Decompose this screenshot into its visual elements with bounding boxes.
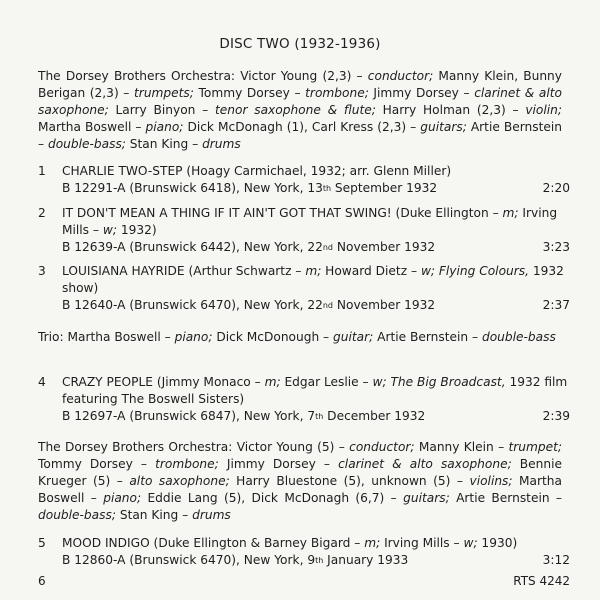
personnel-fragment: Stan King – — [125, 137, 203, 151]
instrument-role: w; The Big Broadcast, — [372, 375, 506, 389]
track-title: LOUISIANA HAYRIDE — [62, 264, 185, 278]
instrument-role: m; — [305, 264, 322, 278]
personnel-fragment: : Victor Young (2,3) – — [230, 69, 368, 83]
personnel-fragment: Martha Boswell – — [38, 120, 146, 134]
instrument-role: piano; — [145, 120, 184, 134]
instrument-role: w; — [463, 536, 478, 550]
instrument-role: trumpets; — [134, 86, 194, 100]
personnel-fragment: Stan King – — [115, 508, 193, 522]
instrument-role: double-bass; — [47, 137, 126, 151]
personnel-fragment: Martha Boswell – — [38, 474, 562, 505]
instrument-role: violin; — [525, 103, 562, 117]
personnel-fragment: Bennie Krueger (5) – — [38, 457, 562, 488]
instrument-role: w; Flying Colours, — [420, 264, 529, 278]
personnel-fragment: Harry Holman (2,3) – — [375, 103, 526, 117]
personnel-fragment: Howard Dietz – — [321, 264, 421, 278]
track-recording-info: B 12697-A (Brunswick 6847), New York, 7th December 1932 — [62, 409, 426, 423]
instrument-role: guitar; — [333, 330, 374, 344]
personnel-fragment: Artie Bernstein – — [449, 491, 563, 505]
personnel-text — [60, 330, 556, 344]
track-credits — [150, 536, 518, 550]
instrument-role: clarinet & alto saxophone; — [338, 457, 512, 471]
personnel-fragment: Dick McDonagh (1), Carl Kress (2,3) – — [183, 120, 421, 134]
instrument-role: trumpet; — [508, 440, 562, 454]
personnel-fragment: Irving Mills – — [380, 536, 464, 550]
personnel-fragment: Jimmy Dorsey – — [218, 457, 339, 471]
personnel-fragment: Harry Bluestone (5), unknown (5) – — [229, 474, 470, 488]
personnel-block-2 — [38, 439, 562, 524]
personnel-fragment: : Victor Young (5) – — [228, 440, 350, 454]
track-number: 1 — [38, 164, 46, 178]
track-duration: 3:23 — [542, 240, 570, 254]
personnel-fragment: Dick McDonough – — [212, 330, 334, 344]
instrument-role: conductor; — [367, 69, 434, 83]
personnel-fragment: Artie Bernstein – — [373, 330, 482, 344]
personnel-fragment: Manny Klein – — [414, 440, 509, 454]
personnel-fragment: (Duke Ellington & Barney Bigard – — [149, 536, 365, 550]
track-duration: 2:39 — [542, 409, 570, 423]
catalog-number: RTS 4242 — [513, 574, 570, 588]
disc-title: DISC TWO (1932-1936) — [219, 36, 381, 52]
track-3 — [38, 263, 570, 314]
personnel-fragment: (Hoagy Carmichael, 1932; arr. Glenn Miller) — [182, 164, 452, 178]
track-title: IT DON'T MEAN A THING IF IT AIN'T GOT THAT SWING! — [62, 206, 392, 220]
band-name: The Dorsey Brothers Orchestra — [38, 440, 229, 454]
personnel-fragment: Manny Klein, Bunny Berigan (2,3) – — [38, 69, 562, 100]
instrument-role: tenor saxophone & flute; — [215, 103, 376, 117]
track-recording-info: B 12640-A (Brunswick 6470), New York, 22nd November 1932 — [62, 298, 436, 312]
instrument-role: drums — [202, 137, 241, 151]
instrument-role: drums — [192, 508, 231, 522]
personnel-fragment: : Martha Boswell – — [59, 330, 175, 344]
personnel-fragment: Jimmy Dorsey – — [368, 86, 475, 100]
track-1 — [38, 163, 570, 197]
personnel-fragment: 1930) — [477, 536, 518, 550]
personnel-fragment: Tommy Dorsey – — [193, 86, 306, 100]
instrument-role: trombone; — [305, 86, 369, 100]
instrument-role: double-bass — [481, 330, 556, 344]
track-recording-info: B 12291-A (Brunswick 6418), New York, 13th September 1932 — [62, 181, 438, 195]
instrument-role: double-bass; — [38, 508, 116, 522]
track-recording-info: B 12639-A (Brunswick 6442), New York, 22nd November 1932 — [62, 240, 436, 254]
personnel-fragment: Irving Mills – — [62, 206, 558, 237]
instrument-role: violins; — [469, 474, 513, 488]
track-duration: 2:20 — [542, 181, 570, 195]
track-number: 2 — [38, 206, 46, 220]
instrument-role: w; — [102, 223, 117, 237]
band-name: The Dorsey Brothers Orchestra — [38, 69, 231, 83]
track-2 — [38, 205, 570, 256]
instrument-role: clarinet & alto saxophone; — [38, 86, 562, 117]
personnel-fragment: (Duke Ellington – — [391, 206, 503, 220]
personnel-fragment: (Jimmy Monaco – — [152, 375, 265, 389]
personnel-fragment: 1932 show) — [62, 264, 564, 295]
track-number: 3 — [38, 264, 46, 278]
track-duration: 2:37 — [542, 298, 570, 312]
track-duration: 3:12 — [542, 553, 570, 567]
instrument-role: m; — [264, 375, 281, 389]
instrument-role: trombone; — [155, 457, 219, 471]
track-5 — [38, 535, 570, 569]
personnel-fragment: 1932) — [116, 223, 157, 237]
instrument-role: guitars; — [403, 491, 450, 505]
instrument-role: guitars; — [420, 120, 467, 134]
personnel-fragment: (Arthur Schwartz – — [184, 264, 306, 278]
page-number: 6 — [38, 574, 46, 588]
personnel-fragment: Larry Binyon – — [108, 103, 215, 117]
instrument-role: piano; — [174, 330, 213, 344]
personnel-fragment: Artie Bernstein – — [38, 120, 562, 151]
track-number: 5 — [38, 536, 46, 550]
track-title: CRAZY PEOPLE — [62, 375, 153, 389]
personnel-block-1 — [38, 68, 562, 153]
band-name: Trio — [38, 330, 60, 344]
instrument-role: conductor; — [349, 440, 415, 454]
track-credits — [183, 164, 452, 178]
track-title: CHARLIE TWO-STEP — [62, 164, 183, 178]
instrument-role: piano; — [103, 491, 142, 505]
personnel-fragment: Eddie Lang (5), Dick McDonagh (6,7) – — [141, 491, 404, 505]
track-number: 4 — [38, 375, 46, 389]
track-4 — [38, 374, 570, 425]
instrument-role: m; — [502, 206, 519, 220]
track-recording-info: B 12860-A (Brunswick 6470), New York, 9th January 1933 — [62, 553, 409, 567]
instrument-role: alto saxophone; — [129, 474, 230, 488]
track-title: MOOD INDIGO — [62, 536, 150, 550]
personnel-fragment: Edgar Leslie – — [280, 375, 373, 389]
personnel-fragment: Tommy Dorsey – — [38, 457, 156, 471]
instrument-role: m; — [364, 536, 381, 550]
trio-personnel — [38, 329, 562, 346]
personnel-fragment: 1932 film featuring The Boswell Sisters) — [62, 375, 568, 406]
